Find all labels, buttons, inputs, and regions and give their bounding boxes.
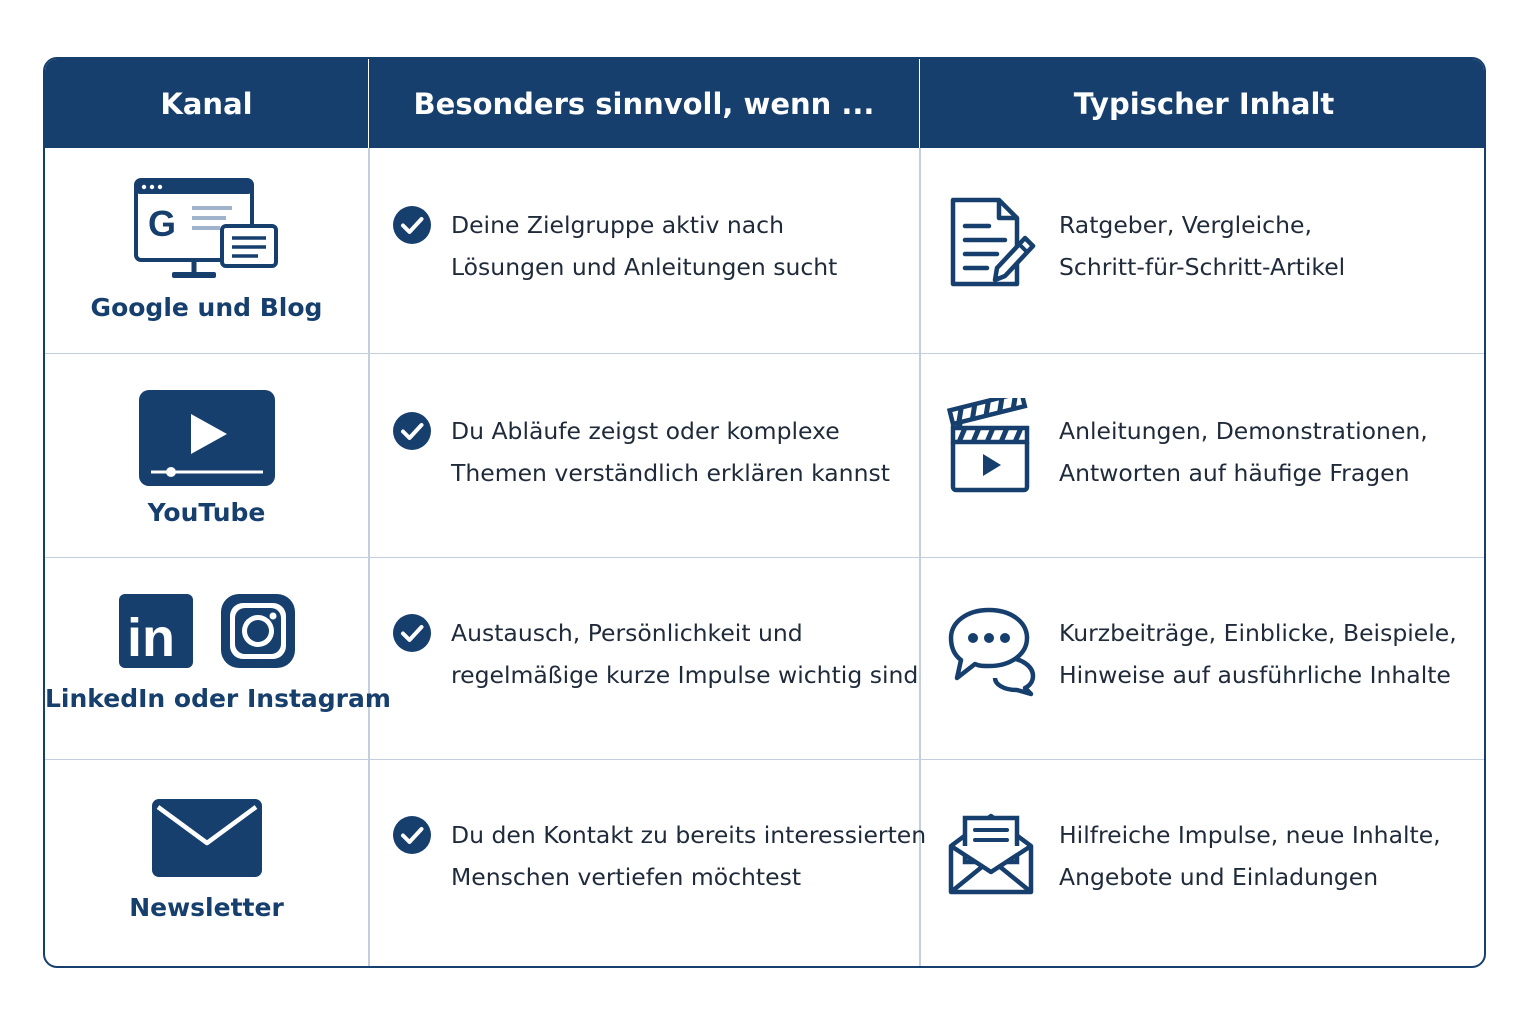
wenn-text-line: Austausch, Persönlichkeit und <box>451 619 803 647</box>
inhalt-cell <box>919 354 1486 557</box>
envelope-icon <box>152 799 262 877</box>
wenn-text <box>451 204 921 288</box>
kanal-cell <box>45 148 368 353</box>
kanal-label: Google und Blog <box>90 293 323 322</box>
linkedin-letters: in <box>126 608 175 668</box>
wenn-text-line: Du Abläufe zeigst oder komplexe <box>451 417 840 445</box>
wenn-text <box>451 814 927 898</box>
wenn-text-line: Du den Kontakt zu bereits interessierten <box>451 821 927 849</box>
header-besonders-sinnvoll: Besonders sinnvoll, wenn ... <box>368 59 919 148</box>
check-circle-icon <box>392 815 432 855</box>
chat-bubbles-icon <box>947 606 1039 698</box>
inhalt-text <box>1059 814 1484 898</box>
table-row-linkedin-instagram <box>45 557 1484 759</box>
wenn-text-line: regelmäßige kurze Impulse wichtig sind <box>451 661 919 689</box>
wenn-text-line: Lösungen und Anleitungen sucht <box>451 253 838 281</box>
check-circle-icon <box>392 411 432 451</box>
wenn-cell <box>368 760 927 968</box>
open-envelope-letter-icon <box>947 804 1037 896</box>
kanal-cell <box>45 354 368 557</box>
channel-table <box>43 57 1486 968</box>
inhalt-text <box>1059 204 1484 288</box>
table-row-newsletter <box>45 759 1484 968</box>
wenn-cell <box>368 354 919 557</box>
check-circle-icon <box>392 205 432 245</box>
kanal-cell <box>45 558 391 759</box>
inhalt-text-line: Anleitungen, Demonstrationen, <box>1059 417 1428 445</box>
inhalt-text-line: Ratgeber, Vergleiche, <box>1059 211 1312 239</box>
kanal-label: YouTube <box>147 498 266 527</box>
inhalt-text-line: Hinweise auf ausführliche Inhalte <box>1059 661 1451 689</box>
header-typischer-inhalt: Typischer Inhalt <box>919 59 1486 148</box>
document-pen-icon <box>947 196 1039 292</box>
table-header <box>45 59 1484 148</box>
instagram-icon <box>221 594 295 668</box>
table-row-google-blog <box>45 148 1484 353</box>
table-row-youtube <box>45 353 1484 557</box>
header-kanal: Kanal <box>160 86 253 121</box>
inhalt-text-line: Kurzbeiträge, Einblicke, Beispiele, <box>1059 619 1457 647</box>
check-circle-icon <box>392 613 432 653</box>
inhalt-cell <box>919 558 1486 759</box>
kanal-label: Newsletter <box>129 893 284 922</box>
wenn-text <box>451 410 921 494</box>
clapperboard-icon <box>947 398 1039 494</box>
inhalt-text-line: Angebote und Einladungen <box>1059 863 1379 891</box>
youtube-play-icon <box>139 390 275 486</box>
google-letter: G <box>147 203 176 244</box>
inhalt-text <box>1059 612 1484 696</box>
wenn-text-line: Themen verständlich erklären kannst <box>451 459 890 487</box>
inhalt-text <box>1059 410 1484 494</box>
linkedin-icon <box>119 594 193 668</box>
inhalt-cell <box>919 148 1486 353</box>
google-desktop-icon <box>134 178 280 282</box>
kanal-cell <box>45 760 368 968</box>
wenn-cell <box>368 148 919 353</box>
wenn-text-line: Menschen vertiefen möchtest <box>451 863 802 891</box>
inhalt-cell <box>919 760 1486 968</box>
inhalt-text-line: Antworten auf häufige Fragen <box>1059 459 1410 487</box>
wenn-text <box>451 612 921 696</box>
wenn-cell <box>368 558 919 759</box>
kanal-label: LinkedIn oder Instagram <box>45 684 391 713</box>
inhalt-text-line: Hilfreiche Impulse, neue Inhalte, <box>1059 821 1441 849</box>
wenn-text-line: Deine Zielgruppe aktiv nach <box>451 211 784 239</box>
inhalt-text-line: Schritt-für-Schritt-Artikel <box>1059 253 1346 281</box>
